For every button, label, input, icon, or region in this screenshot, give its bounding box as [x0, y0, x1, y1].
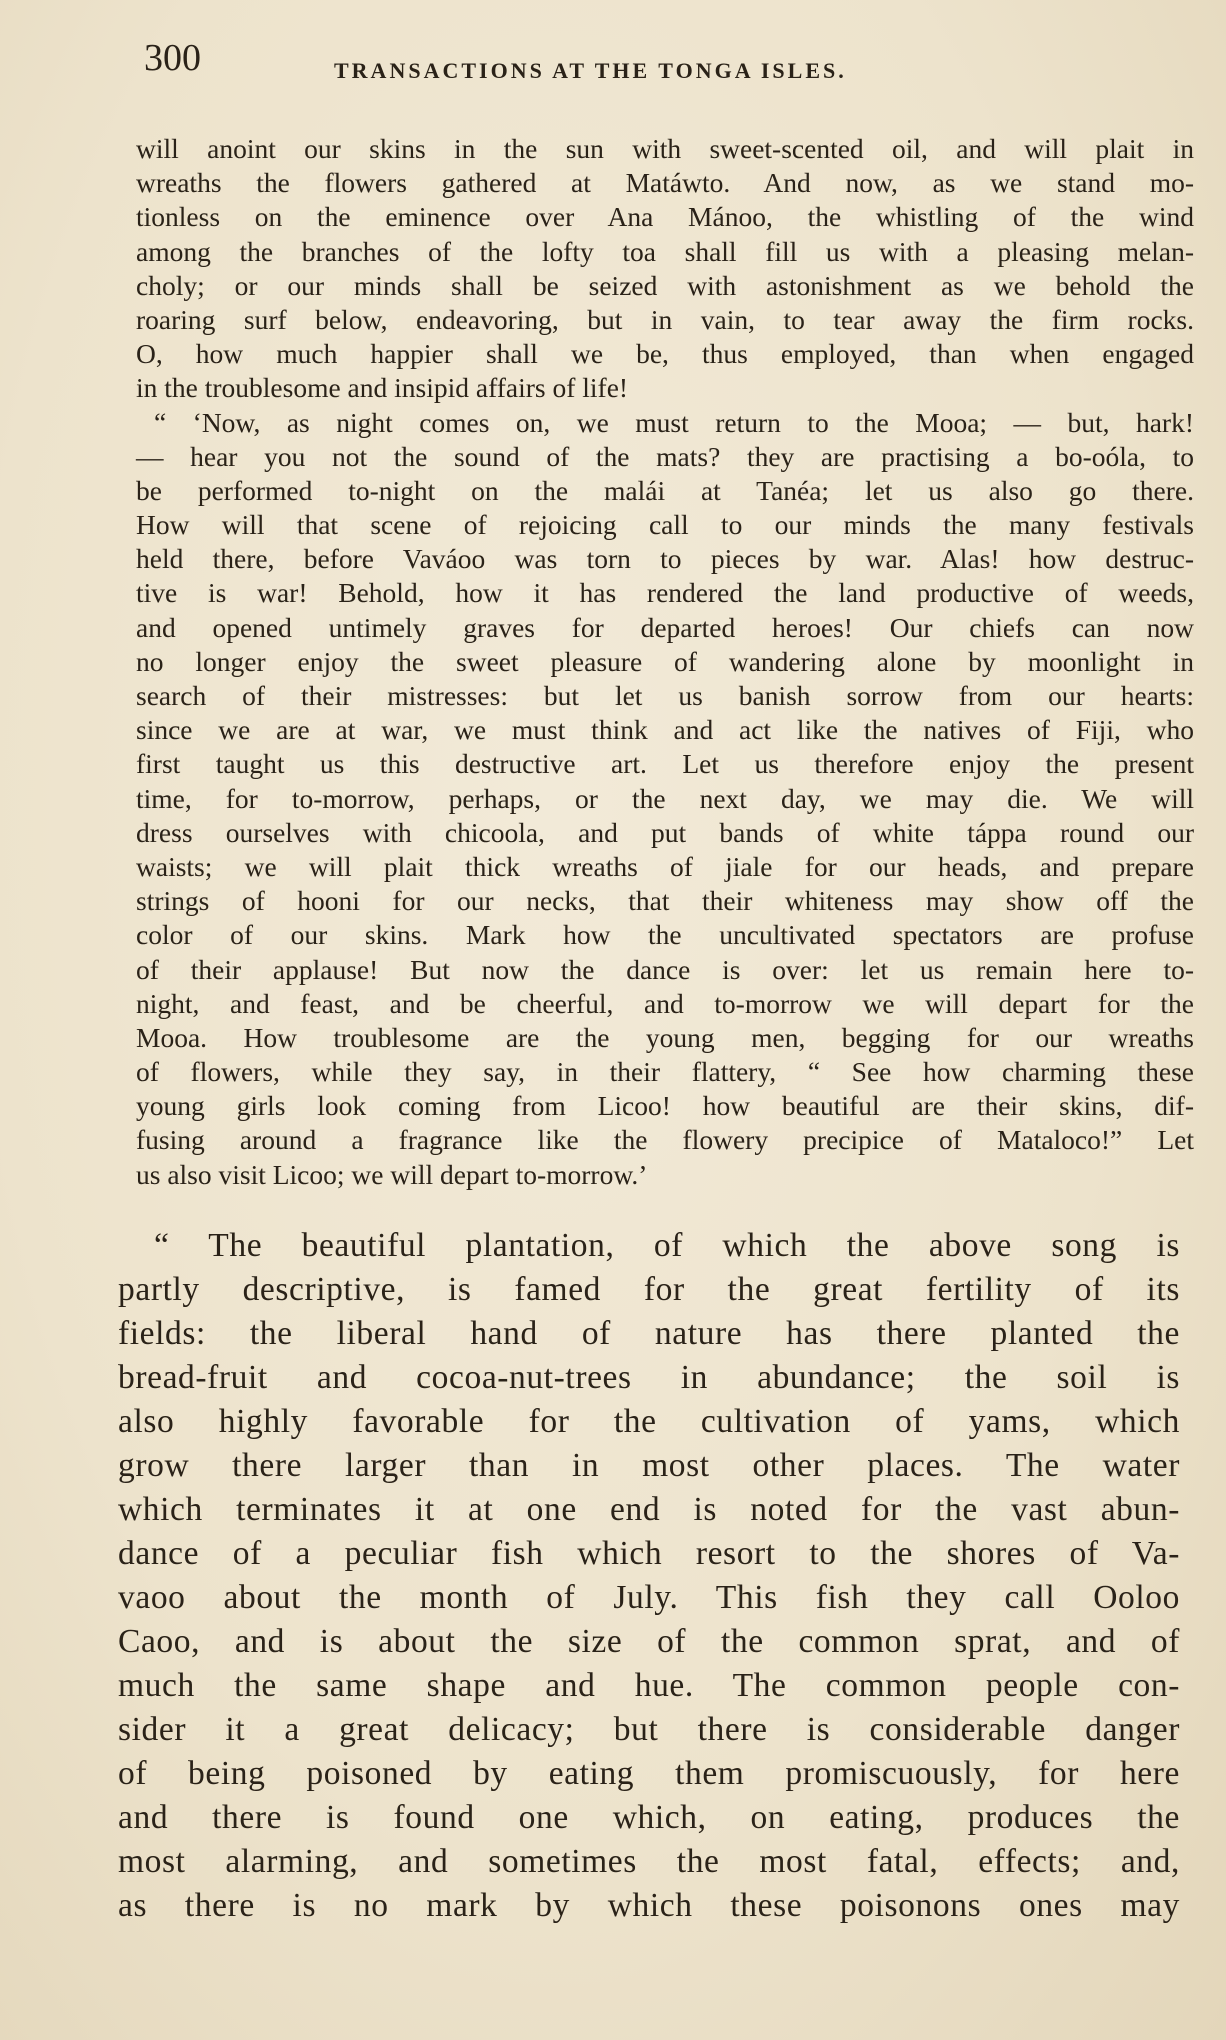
text-line: time, for to-morrow, perhaps, or the next day, we may die. We will	[136, 782, 1194, 814]
song-passage	[136, 132, 1194, 1192]
text-line: young girls look coming from Licoo! how beautiful are their skins, dif-	[136, 1090, 1194, 1122]
text-line: sider it a great delicacy; but there is considerable danger	[118, 1711, 1180, 1748]
text-line: “ The beautiful plantation, of which the above song is	[154, 1227, 1180, 1264]
text-line: bread-fruit and cocoa-nut-trees in abundance; the soil is	[118, 1359, 1180, 1396]
running-head: TRANSACTIONS AT THE TONGA ISLES.	[334, 58, 847, 83]
text-line: Caoo, and is about the size of the common sprat, and of	[118, 1623, 1180, 1660]
text-line: of flowers, while they say, in their flattery, “ See how charming these	[136, 1056, 1194, 1088]
text-line: which terminates it at one end is noted for the vast abun-	[118, 1491, 1180, 1528]
text-line: partly descriptive, is famed for the great fertility of its	[118, 1271, 1180, 1308]
text-line: O, how much happier shall we be, thus employed, than when engaged	[136, 338, 1194, 370]
text-line: strings of hooni for our necks, that their whiteness may show off the	[136, 885, 1194, 917]
text-line: tive is war! Behold, how it has rendered the land productive of weeds,	[136, 577, 1194, 609]
text-line: color of our skins. Mark how the uncultivated spectators are profuse	[136, 919, 1194, 951]
text-line: dress ourselves with chicoola, and put bands of white táppa round our	[136, 816, 1194, 848]
text-line: also highly favorable for the cultivation of yams, which	[118, 1403, 1180, 1440]
text-line: most alarming, and sometimes the most fatal, effects; and,	[118, 1843, 1180, 1880]
text-line: since we are at war, we must think and act like the natives of Fiji, who	[136, 714, 1194, 746]
text-line: How will that scene of rejoicing call to our minds the many festivals	[136, 509, 1194, 541]
text-line: Mooa. How troublesome are the young men, begging for our wreaths	[136, 1021, 1194, 1053]
text-line: first taught us this destructive art. Let us therefore enjoy the present	[136, 748, 1194, 780]
text-line: search of their mistresses: but let us banish sorrow from our hearts:	[136, 680, 1194, 711]
text-line: roaring surf below, endeavoring, but in vain, to tear away the firm rocks.	[136, 303, 1194, 335]
text-line: wreaths the flowers gathered at Matáwto. And now, as we stand mo-	[136, 167, 1194, 199]
text-line: and opened untimely graves for departed heroes! Our chiefs can now	[136, 611, 1194, 643]
text-line: “ ‘Now, as night comes on, we must return to the Mooa; — but, hark!	[154, 406, 1194, 438]
text-line: no longer enjoy the sweet pleasure of wandering alone by moonlight in	[136, 645, 1194, 677]
text-line: waists; we will plait thick wreaths of jiale for our heads, and prepare	[136, 850, 1194, 882]
text-line: and there is found one which, on eating, produces the	[118, 1799, 1180, 1836]
text-line: much the same shape and hue. The common people con-	[118, 1667, 1180, 1704]
text-line: fusing around a fragrance like the flowery precipice of Mataloco!” Let	[136, 1124, 1194, 1156]
text-line: of their applause! But now the dance is over: let us remain here to-	[136, 953, 1194, 985]
narrative-passage	[118, 1224, 1180, 1928]
text-line: grow there larger than in most other places. The water	[118, 1447, 1180, 1484]
text-line: dance of a peculiar fish which resort to the shores of Va-	[118, 1535, 1180, 1572]
text-line: among the branches of the lofty toa shall fill us with a pleasing melan-	[136, 235, 1194, 267]
page-number: 300	[144, 37, 201, 79]
text-line: in the troublesome and insipid affairs of life!	[136, 372, 629, 404]
text-line: tionless on the eminence over Ana Mánoo, the whistling of the wind	[136, 201, 1194, 233]
text-line: fields: the liberal hand of nature has there planted the	[118, 1315, 1180, 1352]
text-line: held there, before Vaváoo was torn to pieces by war. Alas! how destruc-	[136, 543, 1194, 575]
text-line: as there is no mark by which these poisonons ones may	[118, 1887, 1180, 1924]
text-line: — hear you not the sound of the mats? they are practising a bo-oóla, to	[136, 440, 1194, 472]
text-line: be performed to-night on the malái at Tanéa; let us also go there.	[136, 474, 1194, 506]
text-line: will anoint our skins in the sun with sweet-scented oil, and will plait in	[136, 133, 1194, 164]
text-line: vaoo about the month of July. This fish they call Ooloo	[118, 1579, 1180, 1616]
text-line: night, and feast, and be cheerful, and to-morrow we will depart for the	[136, 987, 1194, 1019]
text-line: choly; or our minds shall be seized with astonishment as we behold the	[136, 269, 1194, 301]
text-line: us also visit Licoo; we will depart to-morrow.’	[136, 1158, 648, 1190]
text-line: of being poisoned by eating them promiscuously, for here	[118, 1755, 1180, 1792]
